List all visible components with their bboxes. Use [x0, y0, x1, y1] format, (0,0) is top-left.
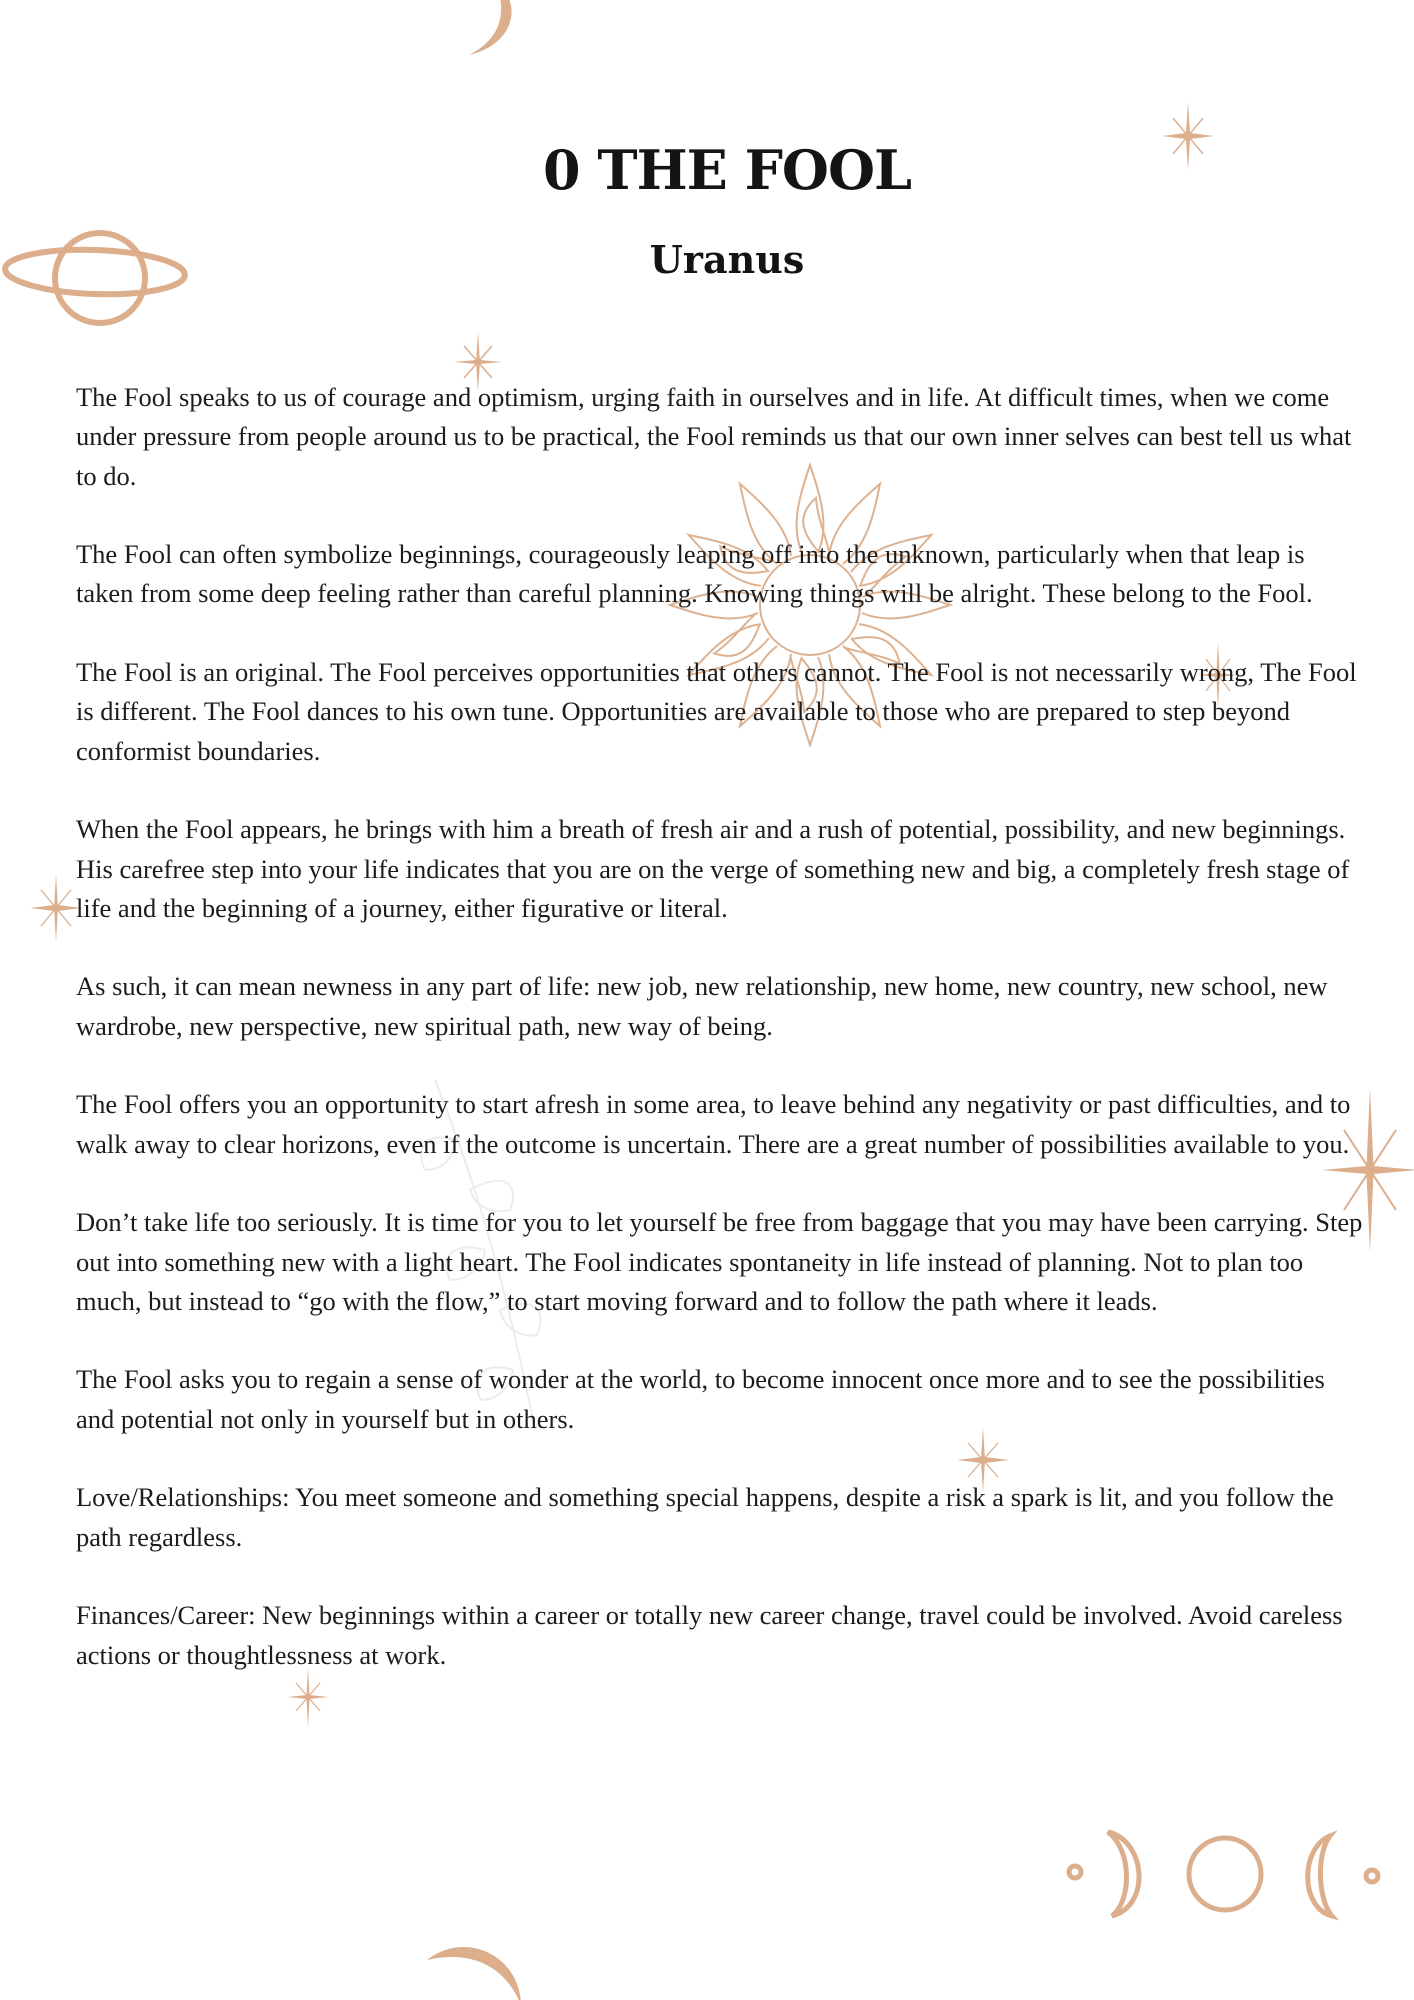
body-text: [76, 378, 1366, 1714]
paragraph: The Fool is an original. The Fool perceives opportunities that others cannot. The Fool is not necessarily wrong, The Fool is different. The Fool dances to his own tune. Opportunities are available to those who are prepared to step beyond conformist boundaries.: [76, 657, 1357, 766]
crescent-moon-bottom-icon: [425, 1935, 525, 2000]
paragraph: Love/Relationships: You meet someone and something special happens, despite a risk a spark is lit, and you follow the path regardless.: [76, 1482, 1334, 1552]
paragraph: As such, it can mean newness in any part of life: new job, new relationship, new home, new country, new school, new wardrobe, new perspective, new spiritual path, new way of being.: [76, 971, 1328, 1041]
crescent-moon-top-icon: [455, 0, 535, 60]
paragraph: Finances/Career: New beginnings within a career or totally new career change, travel could be involved. Avoid careless actions or thoughtlessness at work.: [76, 1600, 1343, 1670]
paragraph: The Fool can often symbolize beginnings, courageously leaping off into the unknown, particularly when that leap is taken from some deep feeling rather than careful planning. Knowing things will be alright. These belong to the Fool.: [76, 539, 1313, 609]
paragraph: Don’t take life too seriously. It is time for you to let yourself be free from baggage that you may have been carrying. Step out into something new with a light heart. The Fool indicates spontaneity in life instead of planning. Not to plan too much, but instead to “go with the flow,” to start moving forward and to follow the path where it leads.: [76, 1207, 1363, 1316]
paragraph: The Fool asks you to regain a sense of wonder at the world, to become innocent once more and to see the possibilities and potential not only in yourself but in others.: [76, 1364, 1325, 1434]
page-title: 0 THE FOOL: [543, 138, 911, 202]
page-subtitle: Uranus: [649, 237, 805, 282]
moon-phases-icon: [1060, 1820, 1414, 1930]
paragraph: The Fool offers you an opportunity to start afresh in some area, to leave behind any negativity or past difficulties, and to walk away to clear horizons, even if the outcome is uncertain. There are a great number of possibilities available to you.: [76, 1089, 1351, 1159]
paragraph: When the Fool appears, he brings with him a breath of fresh air and a rush of potential, possibility, and new beginnings. His carefree step into your life indicates that you are on the verge of something new and big, a completely fresh stage of life and the beginning of a journey, either figurative or literal.: [76, 814, 1350, 923]
paragraph: The Fool speaks to us of courage and optimism, urging faith in ourselves and in life. At difficult times, when we come under pressure from people around us to be practical, the Fool reminds us that our own inner selves can best tell us what to do.: [76, 382, 1352, 491]
